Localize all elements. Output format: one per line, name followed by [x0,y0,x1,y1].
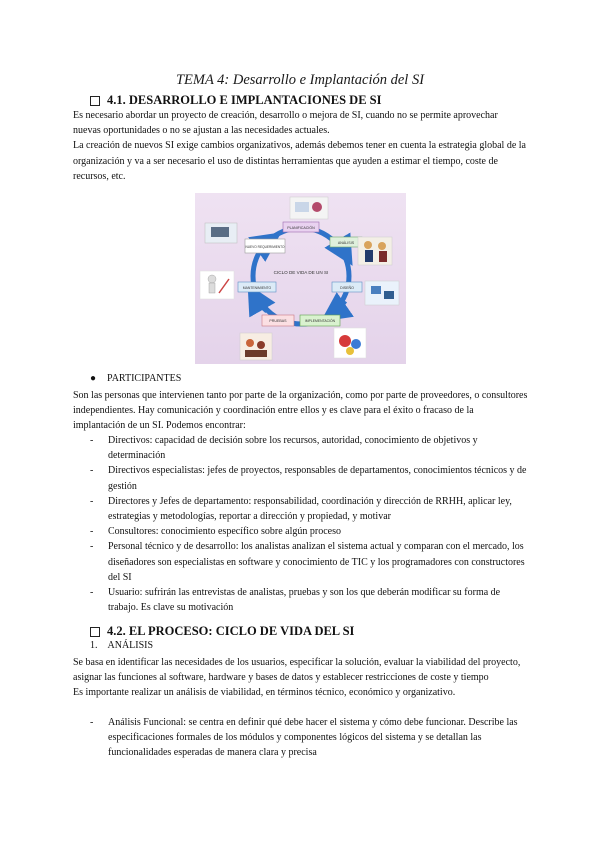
section-heading-text: 4.1. DESARROLLO E IMPLANTACIONES DE SI [107,93,382,107]
clipart-left-figures [200,271,234,299]
life-cycle-diagram [195,193,406,364]
list-item: - Directores y Jefes de departamento: responsabilidad, coordinación y dirección de RRHH, aplicar ley, estrategias y metodologías, reportar a dirección y propiedad, y motivar [90,494,530,524]
checkbox-icon [90,627,100,637]
intro-paragraphs [73,108,528,184]
dash-icon: - [90,526,94,538]
clipart-top-photo [290,197,328,219]
clipart-top-left-laptop [205,223,237,243]
numbered-item-analisis [90,640,153,651]
list-item: - Directivos: capacidad de decisión sobre los recursos, autoridad, conocimiento de objetivos y determinación [90,433,530,463]
participantes-intro [73,388,528,434]
stage-label: MANTENIMIENTO [242,286,272,290]
clipart-right-network [365,281,399,305]
participantes-bullet [90,373,181,384]
stage-label: ANÁLISIS [337,241,355,245]
list-item: - Usuario: sufrirán las entrevistas de analistas, pruebas y son los que deberán modificar su forma de trabajo. Es clave su motivación [90,585,530,615]
dash-icon: - [90,435,94,446]
dash-icon: - [90,465,94,477]
clipart-bottom-right-puzzle [334,328,366,358]
dash-icon: - [90,541,94,553]
list-item: - Análisis Funcional: se centra en definir qué debe hacer el sistema y cómo debe funcionar. Describe las especificaciones formales de los módulos y componentes lógicos del sistema y se detallan las funcionalidades esperadas de manera clara y precisa [90,715,530,761]
checkbox-icon [90,96,100,106]
stage-label: IMPLEMENTACIÓN [304,319,336,323]
participantes-heading: PARTICIPANTES [107,373,182,384]
life-cycle-figure [195,193,406,364]
list-item: - Directivos especialistas: jefes de proyectos, responsables de departamentos, conocimientos técnicos y de gestión [90,463,530,493]
participantes-list [90,433,530,615]
section-heading-text: 4.2. EL PROCESO: CICLO DE VIDA DEL SI [107,624,355,638]
dash-icon: - [90,495,94,507]
section-heading-4-2 [90,624,354,639]
list-item: - Personal técnico y de desarrollo: los analistas analizan el sistema actual y comparan con el mercado, los diseñadores son especialistas en software y conocimiento de TIC y los programadores con constructores del SI [90,539,530,585]
clipart-bottom-left-team [240,333,272,360]
stage-label: PRUEBAS [269,319,287,323]
dash-icon: - [90,717,94,728]
paragraph: Son las personas que intervienen tanto por parte de la organización, como por parte de proveedores, o consultores independientes. Hay comunicación y coordinación entre ellos y es clave para el éxito o fracaso de la implantación de un SI. Podemos encontrar: [73,390,528,432]
analisis-list [90,715,530,761]
stage-label: PLANIFICACIÓN [287,226,315,230]
section-heading-4-1 [90,93,381,108]
document-title: TEMA 4: Desarrollo e Implantación del SI [175,72,425,88]
dash-icon: - [90,587,94,599]
paragraph: Es importante realizar un análisis de viabilidad, en términos técnico, económico y organizativo. [73,687,456,699]
bullet-dot-icon: ● [90,373,97,384]
item-heading: ANÁLISIS [107,640,154,651]
analisis-paragraphs [73,655,528,701]
paragraph: Se basa en identificar las necesidades de los usuarios, especificar la solución, evaluar la viabilidad del proyecto, asignar las funciones al software, hardware y bases de datos y establecer restricciones de coste y tiempo [73,657,521,684]
stage-label: NUEVO REQUERIMIENTO [245,245,285,249]
item-number: 1. [90,640,98,651]
paragraph: La creación de nuevos SI exige cambios organizativos, además debemos tener en cuenta la estrategia global de la organización y va a ser necesario el uso de distintas herramientas que ayuden a estimar el tiempo, coste de recursos, etc. [73,140,526,182]
clipart-right-people [358,237,392,265]
cycle-center-label: CICLO DE VIDA DE UN SI [273,270,329,275]
paragraph: Es necesario abordar un proyecto de creación, desarrollo o mejora de SI, cuando no se permite aprovechar nuevas oportunidades o no se ajustan a las necesidades actuales. [73,110,498,137]
list-item: - Consultores: conocimiento específico sobre algún proceso [90,524,530,539]
stage-label: DISEÑO [340,286,354,290]
